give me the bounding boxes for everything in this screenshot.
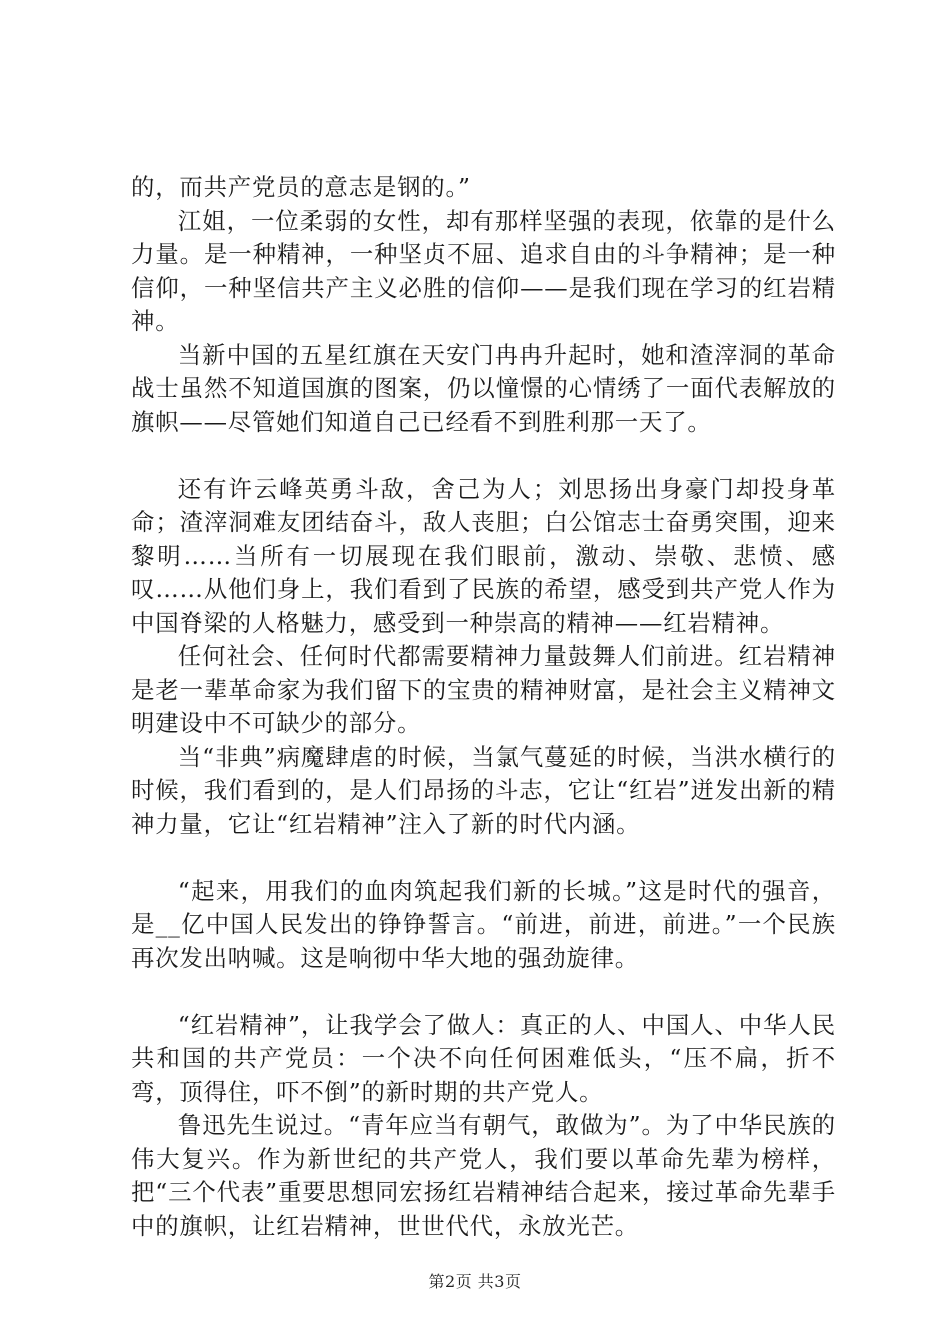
paragraph-9: 鲁迅先生说过。“青年应当有朝气，敢做为”。为了中华民族的伟大复兴。作为新世纪的共产党人，我们要以革命先辈为榜样，把“三个代表”重要思想同宏扬红岩精神结合起来，接过革命先辈手中的旗帜，让红岩精神，世世代代，永放光芒。 xyxy=(131,1111,836,1240)
paragraph-5: 任何社会、任何时代都需要精神力量鼓舞人们前进。红岩精神是老一辈革命家为我们留下的宝贵的精神财富，是社会主义精神文明建设中不可缺少的部分。 xyxy=(131,642,836,737)
paragraph-3: 当新中国的五星红旗在天安门冉冉升起时，她和渣滓洞的革命战士虽然不知道国旗的图案，仍以憧憬的心情绣了一面代表解放的旗帜——尽管她们知道自己已经看不到胜利那一天了。 xyxy=(131,340,836,436)
paragraph-8: “红岩精神”，让我学会了做人：真正的人、中国人、中华人民共和国的共产党员：一个决不向任何困难低头，“压不扁，折不弯，顶得住，吓不倒”的新时期的共产党人。 xyxy=(131,1010,836,1106)
paragraph-4: 还有许云峰英勇斗敌，舍己为人；刘思扬出身豪门却投身革命；渣滓洞难友团结奋斗，敌人丧胆；白公馆志士奋勇突围，迎来黎明……当所有一切展现在我们眼前，激动、崇敬、悲愤、感叹……从他们身上，我们看到了民族的希望，感受到共产党人作为中国脊梁的人格魅力，感受到一种崇高的精神——红岩精神。 xyxy=(131,474,836,637)
document-body xyxy=(131,171,836,1243)
paragraph-7: “起来，用我们的血肉筑起我们新的长城。”这是时代的强音，是__亿中国人民发出的铮铮誓言。“前进，前进，前进。”一个民族再次发出呐喊。这是响彻中华大地的强劲旋律。 xyxy=(131,876,836,972)
paragraph-6: 当“非典”病魔肆虐的时候，当氯气蔓延的时候，当洪水横行的时候，我们看到的，是人们昂扬的斗志，它让“红岩”迸发出新的精神力量，它让“红岩精神”注入了新的时代内涵。 xyxy=(131,742,836,838)
paragraph-1: 的，而共产党员的意志是钢的。” xyxy=(131,173,471,201)
page-footer: 第2页 共3页 xyxy=(428,1272,522,1291)
paragraph-2: 江姐，一位柔弱的女性，却有那样坚强的表现，依靠的是什么力量。是一种精神，一种坚贞不屈、追求自由的斗争精神；是一种信仰，一种坚信共产主义必胜的信仰——是我们现在学习的红岩精神。 xyxy=(131,206,836,335)
